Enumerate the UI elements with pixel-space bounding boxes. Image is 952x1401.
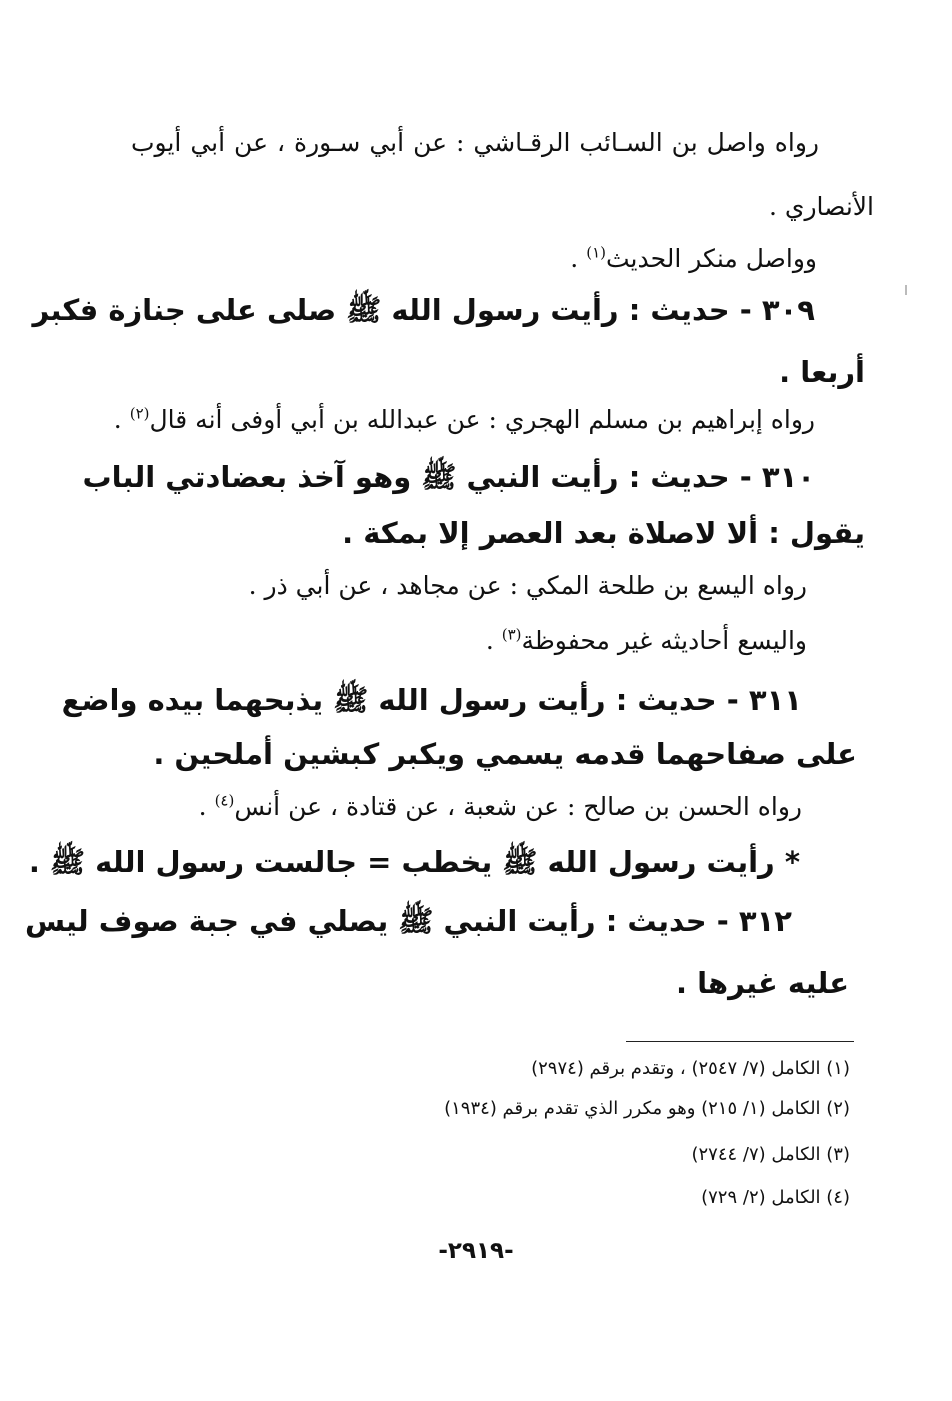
footnote: (٣) الكامل (٧/ ٢٧٤٤) (691, 1144, 850, 1165)
line-end: . (198, 792, 215, 821)
line-end: . (485, 626, 502, 655)
text-line (114, 405, 815, 434)
line-text: وواصل منكر الحديث (605, 244, 817, 273)
hadith-heading: يقول : ألا لاصلاة بعد العصر إلا بمكة . (342, 516, 865, 550)
hadith-heading: ٣١١ - حديث : رأيت رسول الله ﷺ يذبحهما بيده واضع (61, 683, 802, 717)
page-number: -٢٩١٩- (438, 1238, 514, 1264)
line-text: رواه إبراهيم بن مسلم الهجري : عن عبدالله بن أبي أوفى أنه قال (149, 405, 815, 434)
hadith-heading: عليه غيرها . (676, 966, 849, 1000)
footnote-marker: (٢) (129, 404, 150, 423)
line-end: . (570, 244, 587, 273)
footnote: (٢) الكامل (١/ ٢١٥) وهو مكرر الذي تقدم برقم (١٩٣٤) (444, 1098, 850, 1119)
hadith-heading: ٣١٢ - حديث : رأيت النبي ﷺ يصلي في جبة صوف ليس (24, 904, 792, 938)
footnote: (١) الكامل (٧/ ٢٥٤٧) ، وتقدم برقم (٢٩٧٤) (531, 1058, 850, 1079)
line-end: . (113, 405, 130, 434)
hadith-heading: ٣٠٩ - حديث : رأيت رسول الله ﷺ صلى على جنازة فكبر (32, 293, 815, 327)
text-line (199, 792, 802, 821)
hadith-heading: على صفاحهما قدمه يسمي ويكبر كبشين أملحين . (153, 737, 857, 771)
text-line: الأنصاري . (769, 192, 874, 221)
line-text: واليسع أحاديثه غير محفوظة (521, 626, 807, 655)
cross-reference-line: * رأيت رسول الله ﷺ يخطب = جالست رسول الله ﷺ . (28, 845, 800, 879)
text-line: رواه اليسع بن طلحة المكي : عن مجاهد ، عن أبي ذر . (248, 571, 807, 600)
footnote-marker: (٣) (501, 625, 522, 644)
footnote-separator (626, 1041, 854, 1042)
scan-mark (905, 285, 907, 295)
hadith-heading: أربعا . (779, 355, 865, 389)
line-text: رواه الحسن بن صالح : عن شعبة ، عن قتادة ، عن أنس (234, 792, 802, 821)
text-line: رواه واصل بن السـائب الرقـاشي : عن أبي سـورة ، عن أبي أيوب (131, 128, 819, 157)
text-line (570, 244, 817, 273)
footnote-marker: (١) (586, 243, 606, 262)
footnote-marker: (٤) (214, 791, 235, 810)
hadith-heading: ٣١٠ - حديث : رأيت النبي ﷺ وهو آخذ بعضادتي الباب (82, 460, 815, 494)
footnote: (٤) الكامل (٢/ ٧٢٩) (701, 1187, 850, 1208)
text-line (486, 626, 807, 655)
